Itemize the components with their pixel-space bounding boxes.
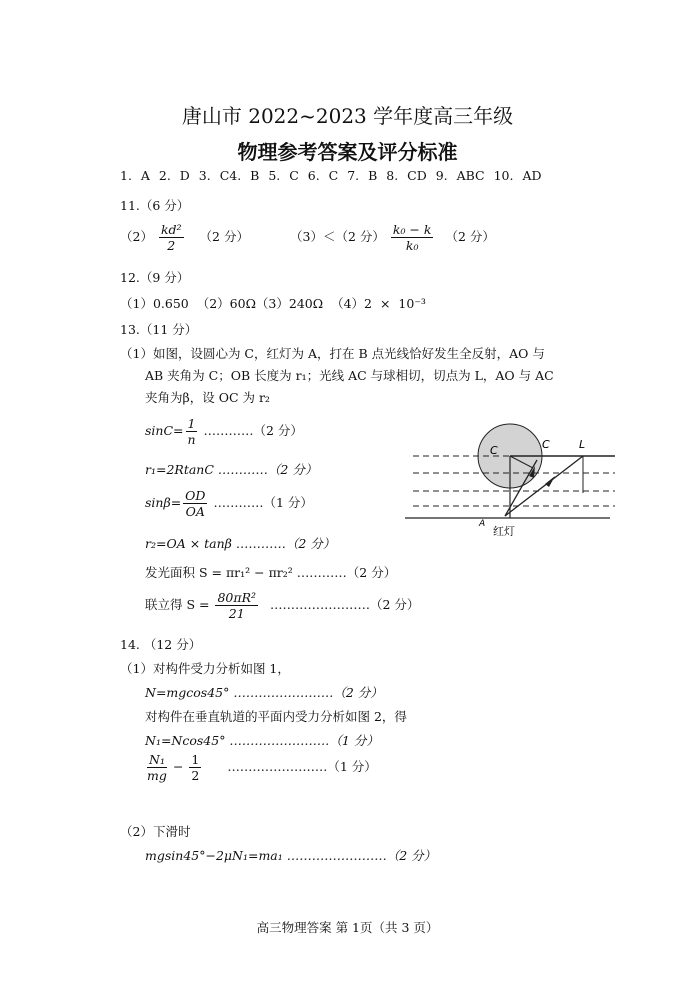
q13-eq-r1: r₁=2RtanC …………（2 分） [145, 462, 318, 477]
doc-subtitle: 物理参考答案及评分标准 [237, 140, 458, 164]
q13-eq3-fraction [183, 488, 207, 519]
q14-ratio-eq [145, 752, 377, 783]
q14-half-den: 2 [191, 768, 200, 783]
q14-ratio-num: N₁ [149, 752, 165, 767]
q13-intro-1: （1）如图，设圆心为 C，红灯为 A，打在 B 点光线恰好发生全反射，AO 与 [120, 346, 545, 361]
q14-line-1: （1）对构件受力分析如图 1， [120, 661, 290, 676]
q13-eq6-pre: 联立得 S = [145, 597, 210, 612]
q11-part2 [120, 222, 249, 253]
q13-eq-r2: r₂=OA × tanβ …………（2 分） [145, 536, 336, 551]
fig-label-L: L [579, 438, 586, 451]
q13-eq1-den: n [187, 432, 196, 447]
q11-part3 [290, 222, 495, 253]
q11-p2-score: （2 分） [199, 229, 249, 244]
q13-eq-sinC [145, 416, 303, 447]
q11-p2-num: kd² [160, 222, 182, 237]
q14-ratio-den: mg [147, 768, 167, 783]
q11-p2-den: 2 [167, 238, 176, 253]
mcq-answers: 1. A 2. D 3. C4. B 5. C 6. C 7. B 8. CD 9. ABC 10. AD [120, 168, 542, 183]
page-footer: 高三物理答案 第 1页（共 3 页） [256, 920, 439, 935]
q14-ratio-mid: − [172, 759, 184, 774]
q13-eq6-fraction [215, 590, 258, 621]
q13-intro-3: 夹角为β，设 OC 为 r₂ [145, 390, 270, 405]
fig-label-C: C [490, 444, 498, 457]
q13-eq-area: 发光面积 S = πr₁² − πr₂² …………（2 分） [145, 565, 397, 580]
q14-line-7: mgsin45°−2μN₁=ma₁ ……………………（2 分） [145, 848, 437, 863]
q13-eq1-num: 1 [187, 416, 196, 431]
q14-half-fraction [189, 752, 201, 783]
q13-eq1-fraction [186, 416, 198, 447]
doc-title: 唐山市 2022~2023 学年度高三年级 [181, 104, 514, 128]
q14-line-4: N₁=Ncos45° ……………………（1 分） [145, 733, 379, 748]
fig-label-red-lamp: 红灯 [493, 525, 515, 538]
q13-intro-2: AB 夹角为 C；OB 长度为 r₁；光线 AC 与球相切，切点为 L，AO 与 AC [145, 368, 554, 383]
q12-answers: （1）0.650 （2）60Ω（3）240Ω （4）2 × 10⁻³ [120, 296, 426, 311]
q13-eq3-score: …………（1 分） [213, 495, 313, 510]
q13-head: 13.（11 分） [120, 322, 198, 337]
q13-eq3-pre: sinβ= [145, 495, 182, 510]
q11-p2-label: （2） [120, 229, 153, 244]
q13-eq6-den: 21 [228, 606, 245, 621]
q11-p3-score: （2 分） [445, 229, 495, 244]
q14-line-3: 对构件在垂直轨道的平面内受力分析如图 2，得 [145, 709, 407, 724]
q13-eq-sinbeta [145, 488, 313, 519]
q13-eq1-pre: sinC= [145, 423, 184, 438]
q13-eq6-score: ……………………（2 分） [270, 597, 420, 612]
q13-eq6-num: 80πR² [217, 590, 257, 605]
q13-eq3-den: OA [185, 504, 205, 519]
q12-head: 12.（9 分） [120, 270, 190, 285]
q14-head: 14. （12 分） [120, 637, 202, 652]
arrow-head-2 [545, 476, 555, 487]
q11-p3-label: （3）＜（2 分） [290, 229, 385, 244]
q11-head: 11.（6 分） [120, 198, 190, 213]
q13-eq-result [145, 590, 419, 621]
q14-ratio-fraction [147, 752, 167, 783]
q14-ratio-score: ……………………（1 分） [227, 759, 377, 774]
fig-label-C2: C [542, 438, 550, 451]
q14-line-2: N=mgcos45° ……………………（2 分） [145, 685, 383, 700]
q14-line-6: （2）下滑时 [120, 824, 191, 839]
q14-half-num: 1 [191, 752, 200, 767]
q11-p3-num: k₀ − k [392, 222, 432, 237]
q11-p3-fraction [391, 222, 434, 253]
q13-figure [405, 418, 620, 543]
q13-eq3-num: OD [185, 488, 206, 503]
q11-p3-den: k₀ [405, 238, 419, 253]
fig-label-A: A [479, 519, 486, 529]
q11-p2-fraction [159, 222, 184, 253]
q13-eq1-score: …………（2 分） [203, 423, 303, 438]
